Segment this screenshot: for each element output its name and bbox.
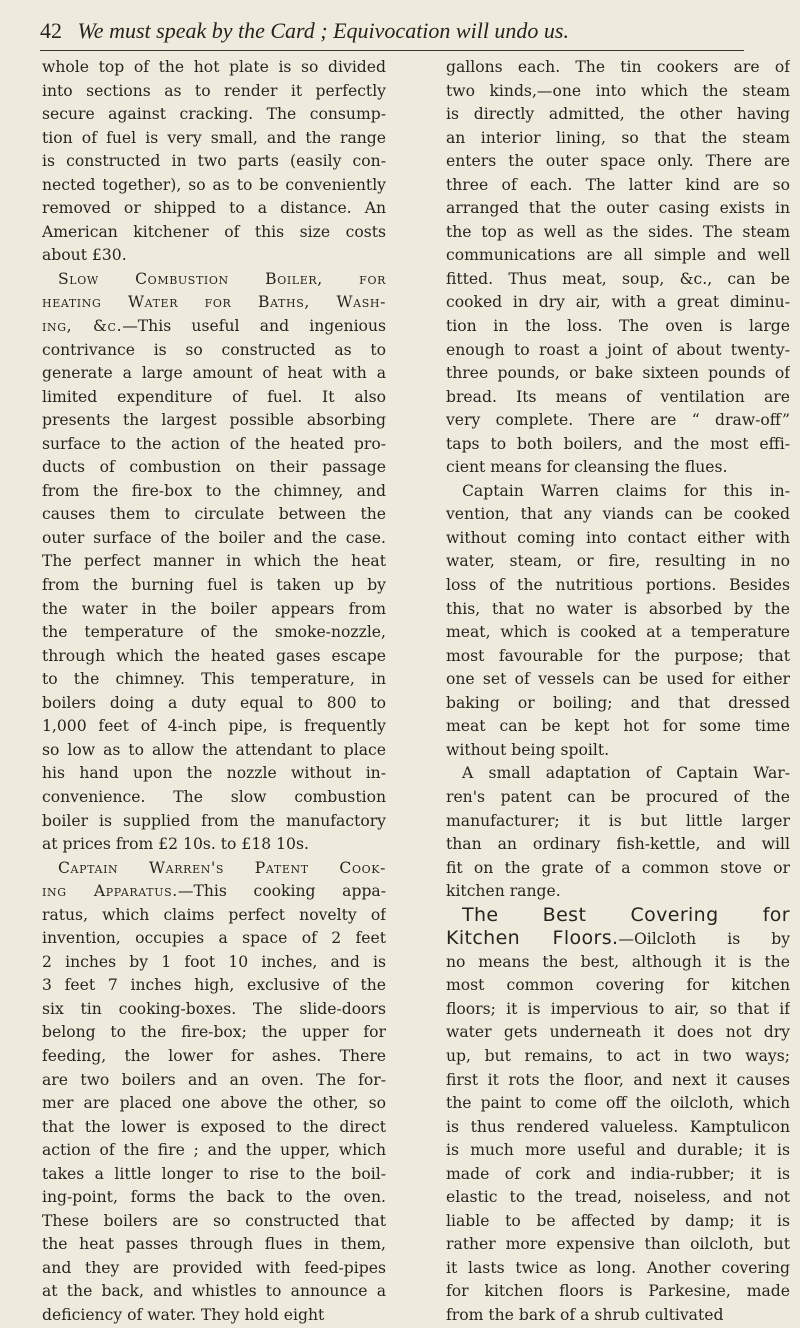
text-line: American kitchener of this size costs [42,222,386,241]
text-line: invention, occupies a space of 2 feet [42,929,386,948]
text-line: The perfect manner in which the heat [42,552,386,571]
text-line: boilers doing a duty equal to 800 to [42,693,386,712]
text-line: most favourable for the purpose; that [446,646,790,665]
text-line: up, but remains, to act in two ways; [446,1046,790,1065]
text-line: at the back, and whistles to announce a [42,1282,386,1301]
text-line: meat can be kept hot for some time [446,717,790,736]
text-line: the temperature of the smoke-nozzle, [42,623,386,642]
text-line: from the burning fuel is taken up by [42,576,386,595]
text-line: his hand upon the nozzle without in- [42,764,386,783]
text-line: very complete. There are “ draw-off” [446,411,790,430]
text-line: made of cork and india-rubber; it is [446,1164,790,1183]
text-line: generate a large amount of heat with a [42,364,386,383]
text-line: loss of the nutritious portions. Besides [446,576,790,595]
text-line: deficiency of water. They hold eight [42,1305,325,1324]
text-line: bread. Its means of ventilation are [446,387,790,406]
text-line: and they are provided with feed-pipes [42,1258,386,1277]
text-line: is much more useful and durable; it is [446,1141,790,1160]
text-line: an interior lining, so that the steam [446,128,790,147]
running-header [40,14,740,48]
text-line: feeding, the lower for ashes. There [42,1046,386,1065]
text-line: one set of vessels can be used for either [446,670,790,689]
text-line: three pounds, or bake sixteen pounds of [446,364,790,383]
text-line: the water in the boiler appears from [42,599,386,618]
text-line: arranged that the outer casing exists in [446,199,790,218]
text-line: enough to roast a joint of about twenty- [446,340,790,359]
text-line: baking or boiling; and that dressed [446,693,790,712]
text-line: A small adaptation of Captain War- [462,764,790,783]
text-line: is thus rendered valueless. Kamptulicon [446,1117,790,1136]
text-line: Captain Warren's Patent Cook- [58,858,386,877]
text-line: into sections as to render it perfectly [42,81,386,100]
header-rule [40,50,744,51]
text-line: fitted. Thus meat, soup, &c., can be [446,269,790,288]
text-line: without being spoilt. [446,740,610,759]
text-line: from the fire-box to the chimney, and [42,481,386,500]
text-line: six tin cooking-boxes. The slide-doors [42,999,386,1018]
text-line: surface to the action of the heated pro- [42,434,386,453]
text-line: boiler is supplied from the manufactory [42,811,386,830]
text-line: water, steam, or fire, resulting in no [446,552,790,571]
text-line: cooked in dry air, with a great diminu- [446,293,790,312]
text-line: about £30. [42,246,127,265]
text-line: it lasts twice as long. Another covering [446,1258,790,1277]
text-line: Kitchen Floors.—Oilcloth is by [446,927,790,950]
text-line: outer surface of the boiler and the case. [42,528,386,547]
text-line: meat, which is cooked at a temperature [446,623,790,642]
text-line: from the bark of a shrub cultivated [446,1305,724,1324]
text-line: taps to both boilers, and the most effi- [446,434,790,453]
text-line: takes a little longer to rise to the boil- [42,1164,386,1183]
text-line: convenience. The slow combustion [42,787,386,806]
text-line: for kitchen floors is Parkesine, made [446,1282,790,1301]
text-line: contrivance is so constructed as to [42,340,386,359]
text-line: enters the outer space only. There are [446,152,790,171]
text-line: vention, that any viands can be cooked [446,505,790,524]
text-line: The Best Covering for [462,903,790,926]
text-line: the top as well as the sides. The steam [446,222,790,241]
text-line: heating Water for Baths, Wash- [42,293,386,312]
text-line: whole top of the hot plate is so divided [42,58,386,76]
text-line: belong to the fire-box; the upper for [42,1023,386,1042]
text-line: ing, &c.—This useful and ingenious [42,317,386,336]
left-column [42,56,386,1328]
text-line: no means the best, although it is the [446,952,790,971]
text-line: Slow Combustion Boiler, for [58,269,386,288]
text-line: nected together), so as to be conveniently [42,175,386,194]
text-line: 2 inches by 1 foot 10 inches, and is [42,952,386,971]
text-line: this, that no water is absorbed by the [446,599,790,618]
text-line: without coming into contact either with [446,528,790,547]
text-line: is constructed in two parts (easily con- [42,152,386,171]
text-line: than an ordinary fish-kettle, and will [446,835,790,854]
text-line: so low as to allow the attendant to place [42,740,386,759]
text-line: gallons each. The tin cookers are of [446,58,790,76]
text-line: water gets underneath it does not dry [446,1023,790,1042]
text-line: removed or shipped to a distance. An [42,199,386,218]
text-line: ren's patent can be procured of the [446,787,790,806]
text-line: tion of fuel is very small, and the range [42,128,386,147]
right-column [446,56,790,1328]
text-line: to the chimney. This temperature, in [42,670,386,689]
page-number: 42 [40,18,62,43]
text-line: secure against cracking. The consump- [42,105,386,124]
text-line: limited expenditure of fuel. It also [42,387,386,406]
text-line: ing Apparatus.—This cooking appa- [42,882,386,901]
text-line: tion in the loss. The oven is large [446,317,790,336]
text-line: ratus, which claims perfect novelty of [42,905,386,924]
text-line: action of the fire ; and the upper, which [42,1141,386,1160]
text-line: rather more expensive than oilcloth, but [446,1235,790,1254]
text-line: through which the heated gases escape [42,646,386,665]
text-line: liable to be affected by damp; it is [446,1211,790,1230]
text-line: ducts of combustion on their passage [42,458,386,477]
text-line: Captain Warren claims for this in- [462,481,790,500]
text-line: ing-point, forms the back to the oven. [42,1188,386,1207]
text-line: 3 feet 7 inches high, exclusive of the [42,976,386,995]
text-line: kitchen range. [446,882,561,901]
text-line: floors; it is impervious to air, so that if [446,999,790,1018]
running-title: We must speak by the Card ; Equivocation will undo us. [77,18,569,43]
text-line: elastic to the tread, noiseless, and not [446,1188,790,1207]
text-line: manufacturer; it is but little larger [446,811,790,830]
text-line: fit on the grate of a common stove or [446,858,790,877]
text-line: at prices from £2 10s. to £18 10s. [42,835,309,854]
text-line: are two boilers and an oven. The for- [42,1070,386,1089]
text-line: that the lower is exposed to the direct [42,1117,386,1136]
text-line: most common covering for kitchen [446,976,790,995]
text-line: two kinds,—one into which the steam [446,81,790,100]
text-line: presents the largest possible absorbing [42,411,386,430]
text-line: These boilers are so constructed that [42,1211,386,1230]
text-line: 1,000 feet of 4-inch pipe, is frequently [42,717,386,736]
text-line: three of each. The latter kind are so [446,175,790,194]
text-line: communications are all simple and well [446,246,790,265]
text-line: cient means for cleansing the flues. [446,458,728,477]
text-line: first it rots the floor, and next it causes [446,1070,790,1089]
text-line: the heat passes through flues in them, [42,1235,386,1254]
text-line: the paint to come off the oilcloth, which [446,1094,790,1113]
text-line: is directly admitted, the other having [446,105,790,124]
text-line: mer are placed one above the other, so [42,1094,386,1113]
text-line: causes them to circulate between the [42,505,386,524]
